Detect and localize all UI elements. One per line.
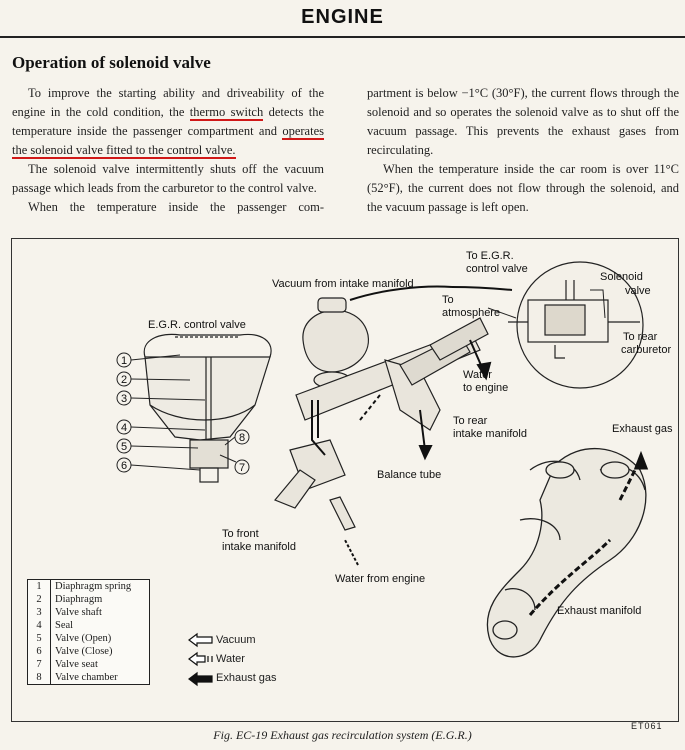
label-to-rear-intake-2: intake manifold xyxy=(453,428,527,440)
label-to-atmosphere-1: To xyxy=(442,294,454,306)
page-header-title: ENGINE xyxy=(301,6,384,28)
egr-valve-assembly xyxy=(275,298,488,530)
label-egr-control-valve: E.G.R. control valve xyxy=(148,319,246,331)
label-to-front-intake-2: intake manifold xyxy=(222,541,296,553)
parts-legend-table xyxy=(27,579,150,685)
section-title: Operation of solenoid valve xyxy=(12,53,211,72)
parts-legend-body xyxy=(28,580,150,685)
label-vacuum-from-intake: Vacuum from intake manifold xyxy=(272,278,414,290)
legend-number: 6 xyxy=(28,645,51,658)
callout-5: 5 xyxy=(120,441,128,453)
legend-number: 4 xyxy=(28,619,51,632)
legend-number: 8 xyxy=(28,671,51,685)
flow-key-exhaust-label: Exhaust gas xyxy=(216,672,277,684)
legend-row xyxy=(28,580,150,594)
flow-key-water xyxy=(188,653,245,665)
flow-key-water-label: Water xyxy=(216,653,245,665)
callout-8: 8 xyxy=(238,432,246,444)
legend-row xyxy=(28,619,150,632)
legend-number: 5 xyxy=(28,632,51,645)
left-paragraph-2: The solenoid valve intermittently shuts off the vacuum passage which leads from the carburetor to the control valve. xyxy=(12,162,324,195)
legend-number: 3 xyxy=(28,606,51,619)
legend-part-name: Seal xyxy=(55,620,74,631)
legend-part-name: Valve (Open) xyxy=(55,633,112,644)
legend-row xyxy=(28,593,150,606)
legend-row xyxy=(28,671,150,685)
flow-key-vacuum xyxy=(188,634,256,646)
flow-key-vacuum-label: Vacuum xyxy=(216,634,256,646)
legend-part-name: Valve chamber xyxy=(55,672,118,683)
flow-key-exhaust xyxy=(188,672,277,684)
callout-3: 3 xyxy=(120,393,128,405)
legend-number: 1 xyxy=(28,580,51,594)
label-to-rear-carb-2: carburetor xyxy=(621,344,672,356)
legend-row xyxy=(28,645,150,658)
callout-7: 7 xyxy=(238,462,246,474)
highlighted-text-solenoid: operates the solenoid valve fitted to the control valve. xyxy=(12,124,324,157)
label-to-egr-2: control valve xyxy=(466,263,528,275)
legend-part-name: Valve shaft xyxy=(55,607,102,618)
legend-row xyxy=(28,658,150,671)
figure-caption: Fig. EC-19 Exhaust gas recirculation system (E.G.R.) xyxy=(213,728,472,742)
callout-6: 6 xyxy=(120,460,128,472)
legend-part-name: Diaphragm xyxy=(55,594,103,605)
label-to-rear-carb-1: To rear xyxy=(623,331,658,343)
exhaust-manifold-drawing xyxy=(487,449,646,657)
label-solenoid-2: valve xyxy=(625,285,651,297)
label-to-rear-intake-1: To rear xyxy=(453,415,488,427)
legend-row xyxy=(28,632,150,645)
legend-part-name: Diaphragm spring xyxy=(55,581,132,592)
callout-4: 4 xyxy=(120,422,128,434)
legend-number: 7 xyxy=(28,658,51,671)
legend-part-name: Valve (Close) xyxy=(55,646,113,657)
label-to-front-intake-1: To front xyxy=(222,528,259,540)
highlighted-text-thermo-switch: thermo switch xyxy=(189,105,264,119)
callout-1: 1 xyxy=(120,355,128,367)
label-to-atmosphere-2: atmosphere xyxy=(442,307,501,319)
right-paragraph-1: partment is below −1°C (30°F), the current flows through the solenoid and so operates the solenoid valve as to shut off the vacuum passage. This prevents the exhaust gases from recirculating. xyxy=(367,86,679,157)
label-balance-tube: Balance tube xyxy=(377,469,442,481)
text-run: To improve the starting ability and driveability of the engine in the cold condition, the xyxy=(12,86,324,119)
text-run: detects the temperature inside the passenger compartment and xyxy=(12,105,324,138)
label-water-to-engine-2: to engine xyxy=(463,382,509,394)
legend-part-name: Valve seat xyxy=(55,659,98,670)
legend-number: 2 xyxy=(28,593,51,606)
label-to-egr-1: To E.G.R. xyxy=(466,250,514,262)
label-exhaust-manifold: Exhaust manifold xyxy=(557,605,642,617)
label-solenoid-1: Solenoid xyxy=(600,271,643,283)
label-water-to-engine-1: Water xyxy=(463,369,492,381)
legend-row xyxy=(28,606,150,619)
left-paragraph-3: When the temperature inside the passenger com- xyxy=(28,200,324,214)
callout-2: 2 xyxy=(120,374,128,386)
label-water-from-engine: Water from engine xyxy=(335,573,426,585)
label-exhaust-gas: Exhaust gas xyxy=(612,423,673,435)
figure-code: ET061 xyxy=(631,721,663,731)
right-paragraph-2: When the temperature inside the car room is over 11°C (52°F), the current does not flow through the solenoid, and the vacuum passage is left open. xyxy=(367,162,679,214)
